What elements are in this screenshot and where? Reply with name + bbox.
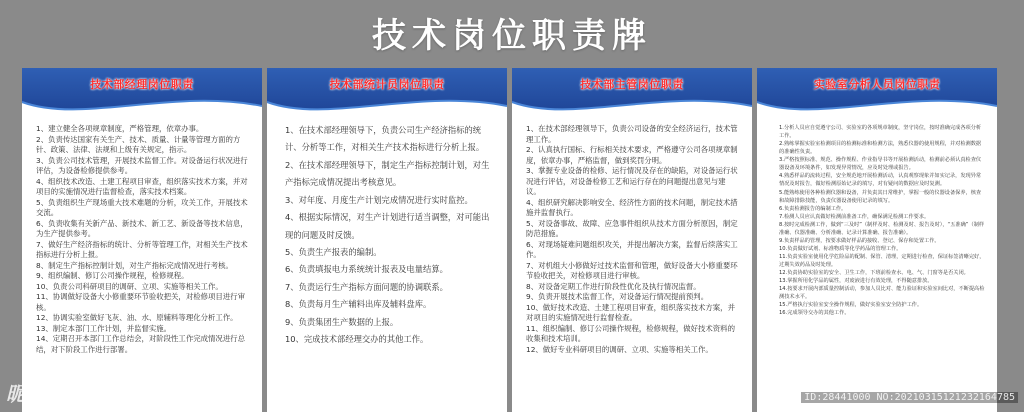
watermark-logo: 昵享网 — [6, 382, 66, 406]
board-body — [36, 124, 250, 408]
board-header — [22, 68, 262, 114]
board-body — [526, 124, 740, 408]
board-body — [779, 124, 985, 408]
duties-text: 1、在技术部经理领导下，负责公司设备的安全经济运行，技术管理工作。 2、认真执行国标、行标相关技术要求，严格遵守公司各项规章制度，依章办事，严格监督，做到奖罚分明。 3、掌握专业设备的检修、运行情况及存在的缺陷，对设备运行状况进行评估，对设备检修工艺和运行存在的问题提出意见与建议。 4、组织研究解决影响安全、经济性方面的技术问题，制定技术措施并监督执行。 5、对设备事故、故障、应急事件组织从技术方面分析原因，制定防范措施。 6、对现场疑难问题组织攻关，并提出解决方案，监督后续落实工作。 7、对机组大小修做好过技术监督和管理，做好设备大小修重要环节验收把关，对检修项目进行审核。 8、对设备定期工作进行阶段性优化及执行情况监督。 9、负责开展技术监督工作，对设备运行情况提前预判。 10、做好技术改造、土建工程项目审查，组织落实技术方案，并对项目的实施情况进行监督检查。 11、组织编制、修订公司操作规程，检修规程，做好技术资料的收集和技术培训。 12、做好专业科研项目的调研、立项、实施等相关工作。 — [526, 124, 738, 354]
board-statistician — [267, 68, 507, 412]
board-technical-supervisor — [512, 68, 752, 412]
page-title: 技术岗位职责牌 — [372, 16, 652, 56]
watermark-id: ID:28441000 NO:20210315121232164785 — [801, 392, 1018, 403]
duties-text: 1、在技术部经理领导下，负责公司生产经济指标的统计、分析等工作，对相关生产技术指标进行分析上报。 2、在技术部经理领导下，制定生产指标控制计划，对生产指标完成情况提出考核意见。 3、对年度、月度生产计划完成情况进行实时监控。 4、根据实际情况，对生产计划进行适当调整，对可能出现的问题及时反馈。 5、负责生产报表的编制。 6、负责填报电力系统统计报表及电量结算。 7、负责运行生产指标方面问题的协调联系。 8、负责每月生产辅料出库及辅料盘库。 9、负责集团生产数据的上报。 10、完成技术部经理交办的其他工作。 — [285, 125, 490, 345]
board-body — [285, 122, 495, 408]
board-lab-analyst — [757, 68, 997, 412]
board-header — [267, 68, 507, 114]
board-technical-manager — [22, 68, 262, 412]
board-title: 技术部统计员岗位职责 — [329, 78, 445, 91]
board-title: 实验室分析人员岗位职责 — [813, 78, 941, 91]
board-title: 技术部经理岗位职责 — [90, 78, 194, 91]
watermark-url: www.nipic.cn — [104, 384, 177, 395]
duties-text: 1、建立健全各项规章制度，严格管理，依章办事。 2、负责传达国家有关生产、技术、质量、计量等管理方面的方针、政策、法律、法规和上级有关规定，指示。 3、负责公司技术管理，开展技术监督工作。对设备运行状况进行评估，为设备检修提供参考。 4、组织技术改造、土建工程项目审查，组织落实技术方案，并对项目的实施情况进行监督检查，落实技术档案。 5、负责组织生产现场重大技术难题的分析，攻关工作，开展技术交流。 6、负责收集有关新产品、新技术、新工艺、新设备等技术信息，为生产提供参考。 7、做好生产经济指标的统计、分析等管理工作，对相关生产技术指标进行分析上报。 8、制定生产指标控制计划，对生产指标完成情况进行考核。 9、组织编制、修订公司操作规程，检修规程。 10、负责公司科研项目的调研、立项、实施等相关工作。 11、协调做好设备大小修重要环节验收把关，对检修项目进行审核。 12、协调实验室做好飞灰、油、水、原辅料等理化分析工作。 13、制定本部门工作计划，并监督实施。 14、定期召开本部门工作总结会，对阶段性工作完成情况进行总结，对下阶段工作进行部署。 — [36, 124, 248, 354]
board-title: 技术部主管岗位职责 — [580, 78, 684, 91]
board-header — [757, 68, 997, 114]
board-header — [512, 68, 752, 114]
duties-text: 1.分析人员应自觉遵守公司、实验室的各项规章制度，坚守岗位，按时准确完成各项分析工作。 2.熟练掌握实验室检测项目的检测标准和检测方法，熟悉仪器的使用规程，并对检测数据的准确性负责。 3.严格按照标准、规范、操作规程、作业指导书等开展检测活动，检测前必须认真检查仪器设备及环境条件，如发现异常情况，应及时处理或报告。 4.熟悉样品的流转过程，安全规范地开展检测活动，认真观察现象并如实记录，发现异常情况及时报告，做好检测原始记录的填写，对有疑问的数据应及时复测。 5.能熟练使用各种检测仪器和设备，并负责其日常维护，掌握一般的仪器设备保养，核查和故障排除技能，负责仪器设备使用记录的填写。 6.负责检测报告的编制工作。 7.检测人员应认真做好检测前准备工作，确保满足检测工作要求。 8.按时完成检测工作，做到“三及时”（制样及时、检测及时、报告及时），“五准确”（制样准确、仪器准确、分析准确、记录计算准确、报告准确）。 9.负责样品的管理，按要求做好样品的接收、登记、保存和处置工作。 10.负责做好试剂、标准物质等化学药品的管理工作。 11.负责实验室使用化学危险品的配制、保管、清理，定期进行检查，保证标签清晰完好，过期失效药品及时处理。 12.负责协助实验室的安全、卫生工作，下班前检查水、电、气、门窗等是否关闭。 13.掌握所用化学品的属性，对废液进行有效处理，不得随意排放。 14.按要求开展内部质量控制活动，参加人员比对、能力验证和实验室间比对，不断提高检测技术水平。 15.严格执行实验室安全操作规程，做好实验室安全防护工作。 16.完成领导交办的其他工作。 — [779, 125, 985, 317]
